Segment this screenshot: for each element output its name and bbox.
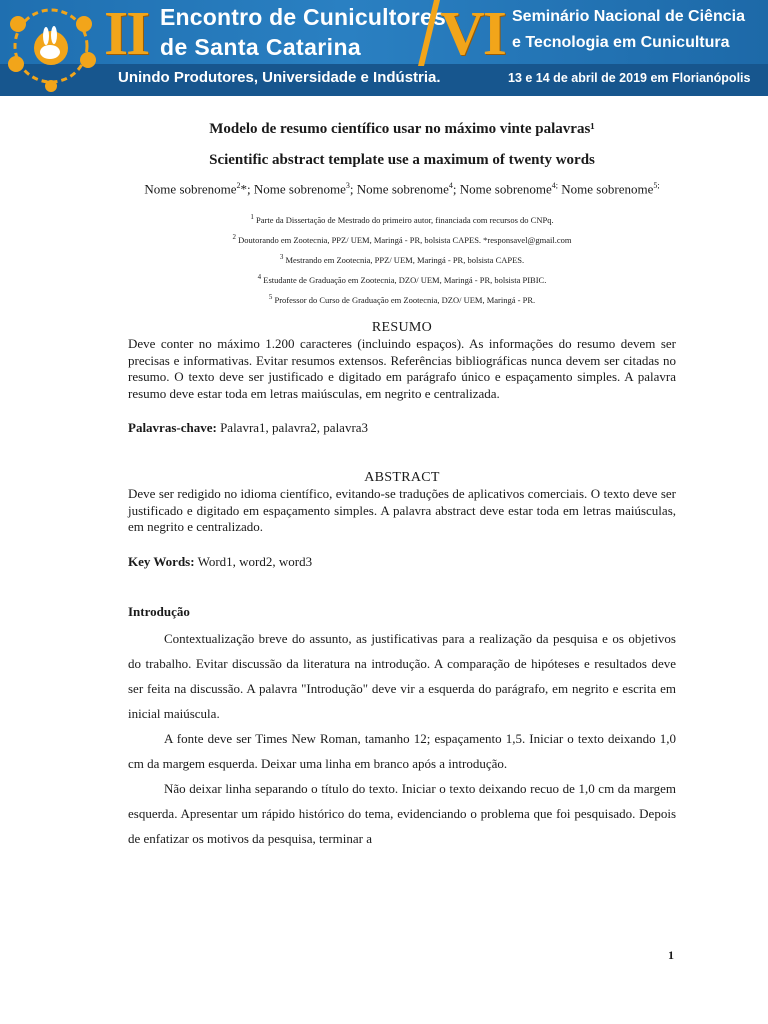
author-affiliation-ref: 4 bbox=[448, 181, 453, 190]
abstract-text: Deve ser redigido no idioma científico, evitando-se traduções de aplicativos comerciais. O texto deve ser justificado e digitado em espaçamento simples. A palavra abstract deve estar toda em letras maiúsculas, em negrito e centralizado. bbox=[128, 486, 676, 535]
palavras-chave-values: Palavra1, palavra2, palavra3 bbox=[216, 420, 369, 436]
edition-numeral-left: II bbox=[104, 0, 149, 68]
event-logo-icons bbox=[2, 2, 100, 92]
affiliation-text: Professor do Curso de Graduação em Zootecnia, DZO/ UEM, Maringá - PR. bbox=[274, 294, 536, 305]
author-separator: ; bbox=[452, 181, 460, 197]
affiliation-item bbox=[128, 229, 676, 249]
key-words bbox=[128, 554, 676, 570]
affiliation-text: Doutorando em Zootecnia, PPZ/ UEM, Maringá - PR, bolsista CAPES. *responsavel@gmail.com bbox=[238, 234, 572, 245]
resumo-heading: RESUMO bbox=[371, 320, 433, 336]
affiliation-number: 4 bbox=[257, 272, 262, 281]
key-words-values: Word1, word2, word3 bbox=[194, 553, 313, 569]
introducao-heading: Introdução bbox=[128, 603, 190, 619]
affiliation-list bbox=[128, 209, 676, 308]
introducao-paragraph: A fonte deve ser Times New Roman, tamanho 12; espaçamento 1,5. Iniciar o texto deixando 1,0 cm da margem esquerda. Deixar uma linha em branco após a introdução. bbox=[128, 730, 676, 771]
seminar-name-line-2: e Tecnologia em Cunicultura bbox=[512, 34, 730, 51]
affiliation-number: 3 bbox=[279, 252, 284, 261]
author-name: Nome sobrenome bbox=[561, 181, 654, 197]
page-number: 1 bbox=[668, 948, 674, 962]
document-body bbox=[128, 120, 676, 851]
author-name: Nome sobrenome bbox=[459, 181, 552, 197]
introducao-paragraph: Contextualização breve do assunto, as justificativas para a realização da pesquisa e os objetivos do trabalho. Evitar discussão da literatura na introdução. A comparação de hipóteses e resultados deve ser feita na discussão. A palavra "Introdução" deve vir a esquerda do parágrafo, em negrito e escrita em inicial maiúscula. bbox=[128, 630, 676, 721]
author-name: Nome sobrenome bbox=[144, 181, 237, 197]
affiliation-text: Parte da Dissertação de Mestrado do primeiro autor, financiada com recursos do CNPq. bbox=[256, 215, 554, 226]
key-words-label: Key Words: bbox=[128, 553, 195, 569]
rabbit-icon bbox=[34, 26, 68, 65]
author-affiliation-ref: 2 bbox=[236, 181, 241, 190]
author-separator: *; bbox=[240, 181, 254, 197]
affiliation-item bbox=[128, 269, 676, 289]
author-name: Nome sobrenome bbox=[356, 181, 449, 197]
title-portuguese: Modelo de resumo científico usar no máximo vinte palavras¹ bbox=[209, 121, 595, 137]
author-list bbox=[128, 178, 676, 197]
author-separator: ; bbox=[349, 181, 357, 197]
author-affiliation-ref: 4; bbox=[551, 181, 559, 190]
factory-icon bbox=[8, 56, 24, 72]
author-affiliation-ref: 5; bbox=[653, 181, 660, 190]
affiliation-number: 2 bbox=[232, 233, 236, 242]
edition-numeral-right: VI bbox=[440, 0, 505, 68]
affiliation-text: Estudante de Graduação em Zootecnia, DZO/ UEM, Maringá - PR, bolsista PIBIC. bbox=[263, 274, 547, 285]
author-name: Nome sobrenome bbox=[253, 181, 346, 197]
title-english: Scientific abstract template use a maximum of twenty words bbox=[209, 152, 595, 168]
event-dates: 13 e 14 de abril de 2019 em Florianópolis bbox=[508, 71, 751, 85]
tractor-icon bbox=[10, 16, 26, 32]
affiliation-item bbox=[128, 209, 676, 229]
event-name-line-2: de Santa Catarina bbox=[160, 34, 362, 60]
event-banner bbox=[0, 0, 768, 96]
event-tagline: Unindo Produtores, Universidade e Indústria. bbox=[118, 69, 441, 86]
affiliation-item bbox=[128, 249, 676, 269]
affiliation-item bbox=[128, 289, 676, 309]
palavras-chave-label: Palavras-chave: bbox=[128, 420, 217, 436]
introducao-paragraph: Não deixar linha separando o título do texto. Iniciar o texto deixando recuo de 1,0 cm da margem esquerda. Apresentar um rápido histórico do tema, evidenciando o problema que foi pesquisado. Depois de enfatizar os motivos da pesquisa, terminar a bbox=[128, 780, 676, 846]
chart-icon bbox=[80, 52, 96, 68]
abstract-heading: ABSTRACT bbox=[364, 470, 440, 486]
author-affiliation-ref: 3 bbox=[345, 181, 350, 190]
palavras-chave bbox=[128, 420, 676, 436]
resumo-text: Deve conter no máximo 1.200 caracteres (incluindo espaços). As informações do resumo devem ser precisas e informativas. Evitar resumos extensos. Referências bibliográficas nunca devem ser citadas no resumo. O texto deve ser justificado e digitado em parágrafo único e espaçamento simples. A palavra resumo deve estar toda em letras maiúsculas, em negrito e centralizada. bbox=[128, 336, 676, 401]
affiliation-text: Mestrando em Zootecnia, PPZ/ UEM, Maringá - PR, bolsista CAPES. bbox=[285, 254, 525, 265]
affiliation-number: 5 bbox=[268, 292, 273, 301]
flask-icon bbox=[76, 16, 92, 32]
affiliation-number: 1 bbox=[250, 213, 254, 222]
event-name-line-1: Encontro de Cunicultores bbox=[160, 4, 446, 30]
banner-divider bbox=[418, 0, 440, 66]
book-icon bbox=[45, 80, 57, 92]
seminar-name-line-1: Seminário Nacional de Ciência bbox=[512, 8, 745, 25]
